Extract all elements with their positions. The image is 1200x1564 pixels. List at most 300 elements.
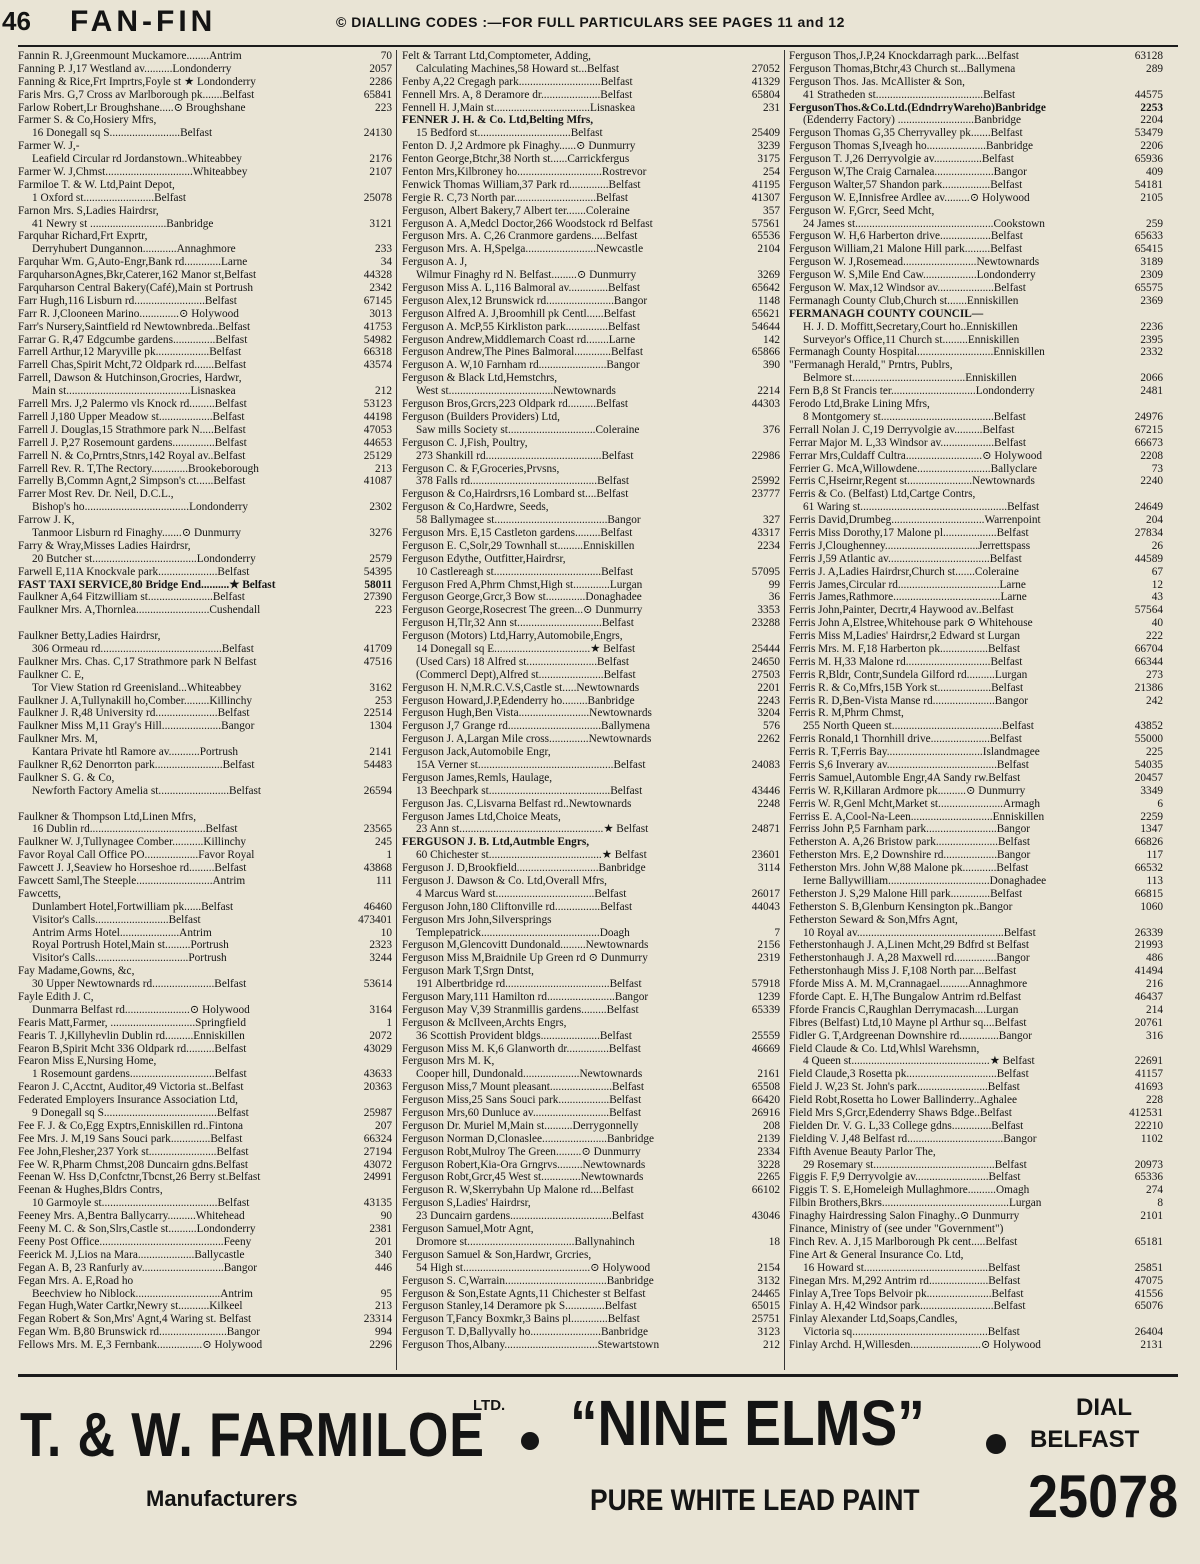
entry-number: 201: [375, 1235, 392, 1248]
entry-text: 58 Ballymagee st........................................Bangor: [416, 514, 641, 527]
entry-text: Fibres (Belfast) Ltd,10 Mayne pl Arthur sq....Belfast: [789, 1016, 1027, 1029]
entry-text: Ferguson W. J,Rosemead..........................Newtownards: [789, 256, 1040, 269]
directory-entry: [789, 205, 1163, 218]
entry-number: 43852: [1134, 720, 1163, 733]
directory-entry: [402, 927, 780, 940]
entry-number: 2139: [757, 1132, 780, 1145]
directory-entry: [18, 669, 392, 682]
entry-text: Ferguson Miss,25 Sans Souci park..................Belfast: [402, 1094, 642, 1107]
entry-text: Fenwick Thomas William,37 Park rd..............Belfast: [402, 178, 641, 191]
entry-number: 41329: [751, 75, 780, 88]
entry-number: 44043: [751, 900, 780, 913]
directory-entry: [402, 746, 780, 759]
directory-entry: [402, 1339, 780, 1352]
directory-entry: [18, 1197, 392, 1210]
directory-entry: [789, 875, 1163, 888]
directory-entry: [402, 1030, 780, 1043]
directory-entry: [789, 1030, 1163, 1043]
entry-text: Ferguson R. W,Skerrybahn Up Malone rd....Belfast: [402, 1184, 634, 1197]
directory-entry: [402, 166, 780, 179]
directory-entry: [789, 656, 1163, 669]
entry-text: Ferguson Alex,12 Brunswick rd........................Bangor: [402, 294, 648, 307]
entry-text: Farquhar Wm. G,Auto-Engr,Bank rd.............Larne: [18, 256, 248, 269]
directory-entry: [18, 553, 392, 566]
entry-text: Farnon Mrs. S,Ladies Hairdrsr,: [18, 204, 159, 217]
directory-entry: [789, 540, 1163, 553]
entry-text: Ferguson Mary,111 Hamilton rd........................Bangor: [402, 991, 649, 1004]
entry-number: 216: [1146, 978, 1163, 991]
directory-entry: [402, 682, 780, 695]
entry-number: 65841: [363, 88, 392, 101]
directory-entry: [402, 849, 780, 862]
entry-number: 21386: [1134, 681, 1163, 694]
directory-entry: [789, 102, 1163, 115]
directory-entry: [18, 282, 392, 295]
entry-number: 1060: [1140, 900, 1163, 913]
entry-number: 2286: [369, 75, 392, 88]
entry-number: 3114: [757, 862, 780, 875]
entry-number: 446: [375, 1261, 392, 1274]
entry-number: 99: [768, 578, 780, 591]
directory-entry: [18, 463, 392, 476]
directory-entry: [402, 205, 780, 218]
directory-entry: [18, 785, 392, 798]
entry-text: Fegan Robert & Son,Mrs' Agnt,4 Waring st. Belfast: [18, 1313, 252, 1326]
entry-number: 66815: [1134, 887, 1163, 900]
entry-text: Faulkner Miss M,11 Gray's Hill.....................Bangor: [18, 720, 255, 733]
directory-entry: [789, 475, 1163, 488]
directory-entry: [789, 527, 1163, 540]
entry-text: Ferguson Fred A,Phrm Chmst,High st.............Lurgan: [402, 578, 643, 591]
entry-number: 113: [1146, 875, 1163, 887]
entry-text: Dromore st......................................Ballynahinch: [416, 1235, 635, 1248]
directory-entry: [789, 1300, 1163, 1313]
entry-text: Ferguson T,Fancy Boxmkr,3 Bains pl.............Belfast: [402, 1313, 640, 1326]
directory-entry: [789, 591, 1163, 604]
entry-text: Ferris James,Circular rd....................................Larne: [789, 578, 1026, 591]
entry-text: 14 Donegall sq E..................................★ Belfast: [416, 642, 636, 655]
entry-number: 66673: [1134, 436, 1163, 449]
entry-number: 54181: [1134, 178, 1163, 191]
entry-text: Farrow J. K,: [18, 514, 75, 527]
directory-entry: [402, 1288, 780, 1301]
entry-text: Figgis T. S. E,Homeleigh Mullaghmore..........Omagh: [789, 1184, 1030, 1197]
directory-entry: [789, 746, 1163, 759]
bullet-icon: [986, 1434, 1006, 1454]
entry-text: 16 Howard st............................................Belfast: [803, 1261, 1021, 1274]
directory-entry: [402, 411, 780, 424]
directory-entry: [18, 398, 392, 411]
entry-text: Field J. W,23 St. John's park.........................Belfast: [789, 1081, 1020, 1094]
entry-text: Farquharson Central Bakery(Café),Main st Portrush: [18, 282, 253, 295]
directory-entry: [18, 862, 392, 875]
entry-number: 70: [380, 50, 392, 62]
entry-text: Ferris R. & Co,Mfrs,15B York st...................Belfast: [789, 681, 1024, 694]
entry-text: Ferguson Thos,J.P,24 Knockdarragh park....Belfast: [789, 50, 1019, 62]
entry-number: 20761: [1134, 1016, 1163, 1029]
entry-text: Fee John,Flesher,237 York st........................Belfast: [18, 1145, 249, 1158]
entry-number: 25078: [363, 191, 392, 204]
entry-number: 43574: [363, 359, 392, 372]
entry-text: Fetherston J. S,29 Malone Hill park..............Belfast: [789, 887, 1023, 900]
directory-entry: [402, 798, 780, 811]
directory-entry: [402, 617, 780, 630]
entry-text: Fannin R. J,Greenmount Muckamore........Antrim: [18, 50, 242, 62]
entry-number: 43868: [363, 862, 392, 875]
entry-number: 43135: [363, 1197, 392, 1210]
directory-entry: [789, 1236, 1163, 1249]
entry-text: Ferguson H. N,M.R.C.V.S,Castle st.....Newtownards: [402, 681, 640, 694]
entry-text: Fielding V. J,48 Belfast rd..................................Bangor: [789, 1132, 1037, 1145]
entry-text: Saw mills Society st...............................Coleraine: [416, 423, 640, 436]
entry-text: Fee W. R,Pharm Chmst,208 Duncairn gdns.Belfast: [18, 1158, 249, 1171]
entry-number: 43317: [751, 526, 780, 539]
entry-number: 2206: [1140, 140, 1163, 153]
directory-entry: [789, 1004, 1163, 1017]
entry-number: 43633: [363, 1068, 392, 1081]
directory-entry: [18, 385, 392, 398]
entry-text: Ferguson Thos,Albany.................................Stewartstown: [402, 1339, 660, 1352]
entry-text: Farmer S. & Co,Hosiery Mfrs,: [18, 114, 157, 127]
column-divider: [396, 50, 397, 1370]
page-title: FAN-FIN: [70, 5, 217, 38]
entry-text: Calculating Machines,58 Howard st...Belfast: [416, 62, 619, 75]
directory-entry: [18, 695, 392, 708]
directory-entry: [789, 398, 1163, 411]
directory-entry: [789, 669, 1163, 682]
directory-entry: [18, 295, 392, 308]
entry-text: Fearis T. J,Killyhevlin Dublin rd..........Enniskillen: [18, 1029, 245, 1042]
entry-number: 6: [1157, 797, 1163, 810]
directory-entry: [18, 1275, 392, 1288]
entry-text: Ferguson & Son,Estate Agnts,11 Chichester st Belfast: [402, 1287, 646, 1300]
entry-text: Ferguson Bros,Grcrs,223 Oldpark rd..........Belfast: [402, 398, 629, 411]
entry-text: Fennell H. J,Main st..................................Lisnaskea: [402, 101, 636, 114]
entry-number: 41693: [1134, 1081, 1163, 1094]
entry-text: (Edenderry Factory) ...........................Banbridge: [803, 114, 1022, 127]
directory-entry: [789, 1171, 1163, 1184]
entry-text: Farrelly B,Commn Agnt,2 Simpson's ct......Belfast: [18, 475, 246, 488]
entry-text: Ferguson Norman D,Clonaslee.......................Banbridge: [402, 1132, 655, 1145]
entry-number: 1148: [757, 294, 780, 307]
entry-number: 2201: [757, 681, 780, 694]
entry-text: Ferguson Miss A. L,116 Balmoral av..............Belfast: [402, 282, 641, 295]
entry-text: Ferguson Samuel,Motr Agnt,: [402, 1223, 534, 1236]
entry-number: 26: [1151, 539, 1163, 552]
entry-text: 4 Queen st.................................................★ Belfast: [803, 1055, 1035, 1068]
entry-number: 46437: [1134, 991, 1163, 1004]
entry-text: 1 Oxford st.........................Belfast: [32, 191, 187, 204]
entry-number: 65336: [1134, 1171, 1163, 1184]
entry-text: Ferris & Co. (Belfast) Ltd,Cartge Contrs,: [789, 488, 976, 501]
entry-text: Bishop's ho.....................................Londonderry: [32, 501, 249, 514]
directory-entry: [402, 759, 780, 772]
page-number: 46: [2, 6, 31, 36]
entry-text: Ferguson J. D,Brookfield.............................Banbridge: [402, 862, 646, 875]
entry-text: Ferriss John P,5 Farnham park.........................Bangor: [789, 823, 1030, 836]
entry-text: 41 Newry st ...........................Banbridge: [32, 217, 214, 230]
directory-entry: [18, 1120, 392, 1133]
directory-entry: [789, 243, 1163, 256]
entry-number: 55000: [1134, 733, 1163, 746]
entry-text: Cooper hill, Dundonald....................Newtownards: [416, 1068, 643, 1081]
entry-number: 2334: [757, 1145, 780, 1158]
directory-entry: [402, 720, 780, 733]
directory-entry: [789, 579, 1163, 592]
directory-entry: [402, 334, 780, 347]
entry-number: 65076: [1134, 1300, 1163, 1313]
entry-text: Fetherstonhaugh J. A,Linen Mcht,29 Bdfrd st Belfast: [789, 939, 1030, 952]
entry-number: 23288: [751, 617, 780, 630]
entry-text: Ferguson & Black Ltd,Hemstchrs,: [402, 372, 558, 385]
entry-text: Finch Rev. A. J,15 Marlborough Pk cent.....Belfast: [789, 1235, 1018, 1248]
entry-text: Tor View Station rd Greenisland...Whiteabbey: [32, 681, 242, 694]
directory-entry: [18, 1043, 392, 1056]
directory-entry: [402, 1004, 780, 1017]
directory-entry: [402, 475, 780, 488]
directory-entry: [18, 179, 392, 192]
entry-text: 15A Verner st................................................Belfast: [416, 758, 646, 771]
entry-number: 412531: [1129, 1107, 1163, 1120]
directory-entry: [402, 501, 780, 514]
directory-entry: [18, 475, 392, 488]
directory-entry: [18, 501, 392, 514]
directory-entry: [402, 63, 780, 76]
directory-entry: [402, 230, 780, 243]
directory-entry: [18, 243, 392, 256]
entry-number: 316: [1146, 1029, 1163, 1042]
entry-number: 3123: [757, 1326, 780, 1339]
directory-entry: [402, 1326, 780, 1339]
entry-number: 25987: [363, 1107, 392, 1120]
entry-number: 67: [1151, 565, 1163, 578]
directory-entry: [18, 127, 392, 140]
entry-text: Ferris R. M,Phrm Chmst,: [789, 707, 904, 720]
directory-entry: [789, 643, 1163, 656]
entry-text: Fegan Hugh,Water Cartkr,Newry st...........Kilkeel: [18, 1300, 243, 1313]
entry-text: Field Robt,Rosetta ho Lower Ballinderry..Aghalee: [789, 1094, 1017, 1107]
entry-number: 25851: [1134, 1261, 1163, 1274]
directory-entry: [789, 114, 1163, 127]
entry-text: Ferguson Robt,Grcr,45 West st..............Newtownards: [402, 1171, 644, 1184]
entry-number: 3162: [369, 681, 392, 694]
directory-entry: [789, 785, 1163, 798]
entry-text: Fermanagh County Hospital...........................Enniskillen: [789, 346, 1045, 359]
directory-entry: [402, 785, 780, 798]
entry-text: Fielden Dr. V. G. L,33 College gdns..............Belfast: [789, 1119, 1024, 1132]
entry-text: Fforde Miss A. M. M,Crannagael..........Annaghmore: [789, 978, 1028, 991]
entry-text: Fearon J. C,Acctnt, Auditor,49 Victoria st..Belfast: [18, 1081, 244, 1094]
entry-text: Ferguson & Co,Hairdrsrs,16 Lombard st....Belfast: [402, 488, 629, 501]
directory-entry: [18, 759, 392, 772]
directory-entry: [789, 140, 1163, 153]
entry-text: Farry & Wray,Misses Ladies Hairdrsr,: [18, 539, 191, 552]
directory-entry: [789, 411, 1163, 424]
entry-text: Fenton Mrs,Kilbroney ho..............................Rostrevor: [402, 166, 647, 179]
entry-text: Ferguson Miss,7 Mount pleasant......................Belfast: [402, 1081, 645, 1094]
entry-number: 2259: [1140, 810, 1163, 823]
entry-number: 213: [375, 1300, 392, 1313]
directory-entry: [18, 346, 392, 359]
entry-text: Finegan Mrs. M,292 Antrim rd.....................Belfast: [789, 1274, 1021, 1287]
entry-number: 2369: [1140, 294, 1163, 307]
entry-number: 3132: [757, 1274, 780, 1287]
entry-number: 54483: [363, 758, 392, 771]
directory-entry: [789, 359, 1163, 372]
directory-column-1: [18, 50, 392, 1372]
directory-entry: [18, 308, 392, 321]
entry-number: 27834: [1134, 526, 1163, 539]
entry-number: 44328: [363, 269, 392, 282]
directory-entry: [18, 372, 392, 385]
directory-entry: [402, 76, 780, 89]
directory-entry: [789, 862, 1163, 875]
directory-entry: [18, 205, 392, 218]
entry-number: 41087: [363, 475, 392, 488]
directory-entry: [789, 849, 1163, 862]
column-divider: [784, 50, 785, 1370]
entry-number: 2262: [757, 733, 780, 746]
directory-entry: [402, 630, 780, 643]
entry-number: 2208: [1140, 449, 1163, 462]
entry-number: 43072: [363, 1158, 392, 1171]
entry-number: 222: [1146, 630, 1163, 643]
directory-entry: [18, 437, 392, 450]
directory-entry: [402, 527, 780, 540]
entry-number: 223: [375, 101, 392, 114]
entry-text: Ferguson C. J,Fish, Poultry,: [402, 436, 528, 449]
entry-text: 54 High st.............................................⊙ Holywood: [416, 1261, 651, 1274]
entry-text: Farr Hugh,116 Lisburn rd.........................Belfast: [18, 294, 237, 307]
entry-text: Ferguson J. A,Largan Mile cross..............Newtownards: [402, 733, 652, 746]
entry-text: Surveyor's Office,11 Church st.........Enniskillen: [803, 333, 1020, 346]
entry-number: 40: [1151, 617, 1163, 630]
entry-number: 54644: [751, 320, 780, 333]
directory-entry: [402, 669, 780, 682]
entry-number: 2302: [369, 501, 392, 514]
entry-text: Ferris S,6 Inverary av.......................................Belfast: [789, 758, 1029, 771]
entry-text: Ferguson T. J,26 Derryvolgie av.................Belfast: [789, 153, 1014, 166]
entry-number: 44303: [751, 398, 780, 411]
directory-entry: [402, 437, 780, 450]
entry-number: 2243: [757, 694, 780, 707]
page-header: [0, 0, 1200, 46]
entry-text: Fayle Edith J. C,: [18, 991, 94, 1004]
directory-entry: [18, 849, 392, 862]
entry-text: 4 Marcus Ward st...................................Belfast: [416, 887, 627, 900]
directory-entry: [402, 398, 780, 411]
directory-entry: [402, 514, 780, 527]
directory-entry: [789, 1249, 1163, 1262]
directory-entry: [789, 1043, 1163, 1056]
directory-entry: [18, 411, 392, 424]
entry-number: 10: [380, 926, 392, 939]
directory-entry: [789, 424, 1163, 437]
entry-number: 26916: [751, 1107, 780, 1120]
entry-text: Ferguson Mrs M. K,: [402, 1055, 495, 1068]
entry-text: Ferguson Thomas G,35 Cherryvalley pk.......Belfast: [789, 127, 1023, 140]
directory-entry: [18, 927, 392, 940]
entry-text: Ferguson C. & F,Groceries,Prvsns,: [402, 462, 560, 475]
directory-entry: [789, 952, 1163, 965]
entry-number: 390: [763, 359, 780, 372]
entry-text: Fenton George,Btchr,38 North st......Carrickfergus: [402, 153, 630, 166]
directory-entry: [402, 604, 780, 617]
entry-text: "Fermanagh Herald," Prntrs, Publrs,: [789, 359, 953, 372]
entry-number: 66826: [1134, 836, 1163, 849]
directory-entry: [789, 346, 1163, 359]
entry-text: Ferris J,Cloughenney.................................Jerrettspass: [789, 539, 1031, 552]
entry-text: Ferguson Mrs. E,15 Castleton gardens.........Belfast: [402, 526, 633, 539]
entry-text: Faulkner S. G. & Co,: [18, 771, 115, 784]
entry-text: Farrer Most Rev. Dr. Neil, D.C.L.,: [18, 488, 174, 501]
entry-number: 7: [774, 926, 780, 939]
entry-number: 23314: [363, 1313, 392, 1326]
advert-rule: [18, 1374, 1178, 1377]
directory-entry: [18, 76, 392, 89]
entry-text: Ferodo Ltd,Brake Lining Mfrs,: [789, 398, 930, 411]
entry-text: 8 Montgomery st........................................Belfast: [803, 410, 1026, 423]
directory-entry: [18, 643, 392, 656]
directory-entry: [18, 114, 392, 127]
directory-entry: [402, 1184, 780, 1197]
entry-number: 3349: [1140, 784, 1163, 797]
entry-number: 90: [380, 1210, 392, 1223]
entry-number: 57918: [751, 978, 780, 991]
entry-number: 66102: [751, 1184, 780, 1197]
entry-number: 44575: [1134, 88, 1163, 101]
entry-number: 65415: [1134, 243, 1163, 256]
entry-text: Ferris J,59 Atlantic av....................................Belfast: [789, 552, 1022, 565]
entry-number: 2141: [369, 746, 392, 759]
directory-entry: [402, 153, 780, 166]
entry-number: 1347: [1140, 823, 1163, 836]
directory-entry: [789, 965, 1163, 978]
entry-number: 24083: [751, 758, 780, 771]
entry-number: 1: [386, 849, 392, 862]
directory-entry: [18, 630, 392, 643]
directory-entry: [789, 463, 1163, 476]
advert-dial-city: BELFAST: [1030, 1426, 1140, 1453]
entry-number: 63128: [1134, 50, 1163, 62]
entry-text: Ferguson, Albert Bakery,7 Albert ter.......Coleraine: [402, 204, 630, 217]
entry-number: 26017: [751, 887, 780, 900]
entry-text: Ferguson W. E,Innisfree Ardlee av.........⊙ Holywood: [789, 191, 1030, 204]
entry-text: Ferguson S,Ladies' Hairdrsr,: [402, 1197, 531, 1210]
entry-text: (Used Cars) 18 Alfred st.........................Belfast: [416, 655, 630, 668]
entry-text: Ferguson Walter,57 Shandon park.................Belfast: [789, 178, 1023, 191]
directory-entry: [789, 1184, 1163, 1197]
entry-number: 111: [375, 875, 392, 887]
entry-text: Fergie R. C,73 North par.............................Belfast: [402, 191, 629, 204]
header-rule: [18, 45, 1178, 47]
entry-text: Antrim Arms Hotel.....................Antrim: [32, 926, 212, 939]
entry-text: Ferris Mrs. M. F,18 Harberton pk.................Belfast: [789, 642, 1020, 655]
entry-text: Ferguson A. W,10 Farnham rd........................Bangor: [402, 359, 640, 372]
directory-entry: [789, 63, 1163, 76]
entry-number: 2214: [757, 385, 780, 398]
directory-entry: [402, 385, 780, 398]
entry-number: 24649: [1134, 501, 1163, 514]
directory-entry: [402, 1043, 780, 1056]
entry-text: Feenan W. Hss D,Confctnr,Tbcnst,26 Berry st.Belfast: [18, 1171, 261, 1184]
entry-number: 25409: [751, 127, 780, 140]
entry-text: Ferris James,Rathmore......................................Larne: [789, 591, 1027, 604]
entry-number: 486: [1146, 952, 1163, 965]
entry-number: 2154: [757, 1261, 780, 1274]
entry-text: Ferguson Miss M. K,6 Glanworth dr...............Belfast: [402, 1042, 641, 1055]
entry-text: Fennell Mrs. A, 8 Deramore dr.....................Belfast: [402, 88, 633, 101]
